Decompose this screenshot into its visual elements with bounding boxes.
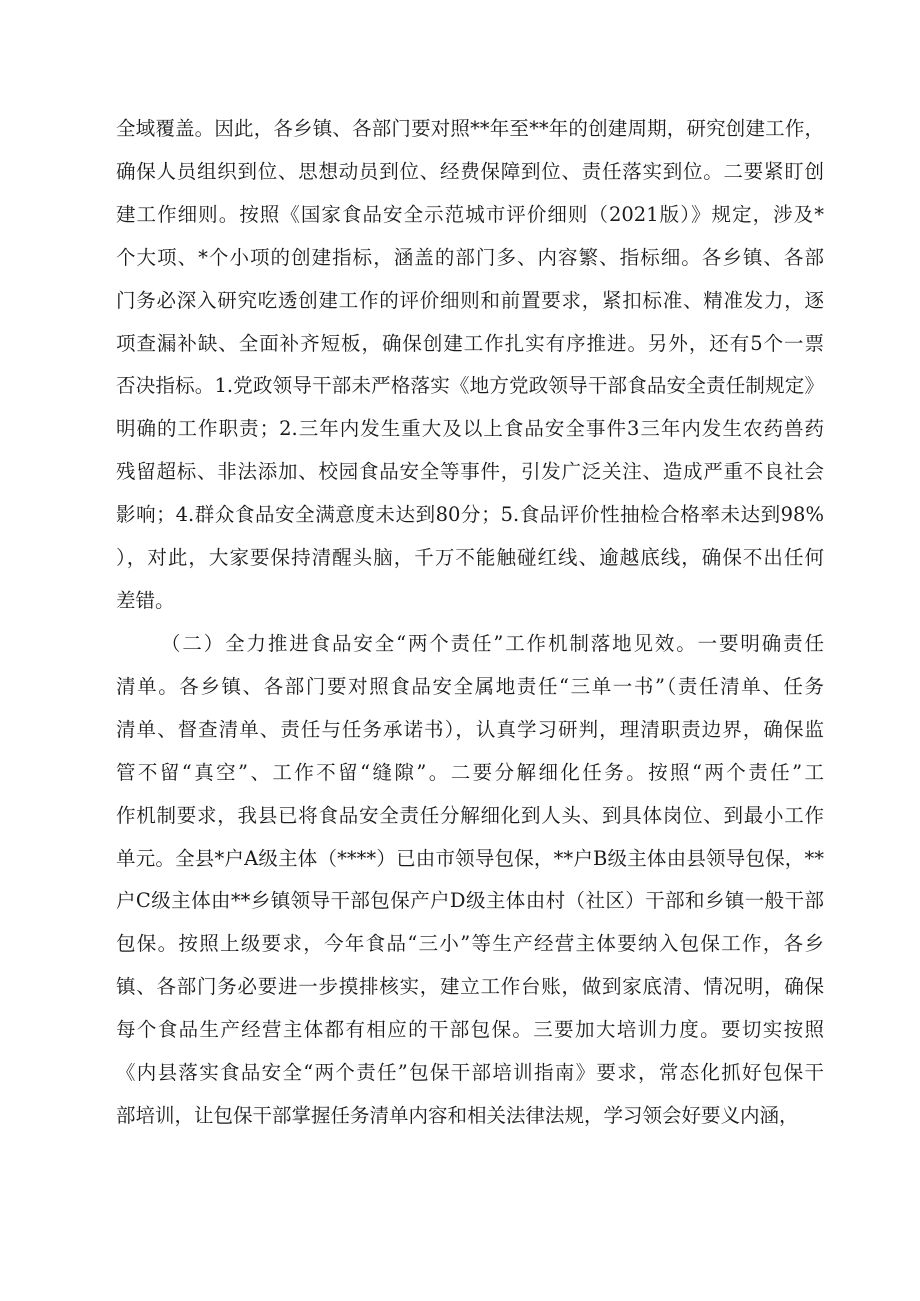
text-line: 管不留“真空”、工作不留“缝隙”。二要分解细化任务。按照“两个责任”工: [116, 760, 824, 784]
text-line: 镇、各部门务必要进一步摸排核实，建立工作台账，做到家底清、情况明，确保: [116, 975, 824, 999]
text-line: 建工作细则。按照《国家食品安全示范城市评价细则（2021版）》规定，涉及*: [116, 202, 824, 226]
text-line: 每个食品生产经营主体都有相应的干部包保。三要加大培训力度。要切实按照: [116, 1018, 824, 1042]
text-line: 影响；4.群众食品安全满意度未达到80分；5.食品评价性抽检合格率未达到98%: [116, 503, 824, 527]
text-line: 残留超标、非法添加、校园食品安全等事件，引发广泛关注、造成严重不良社会: [116, 460, 824, 484]
text-line: 门务必深入研究吃透创建工作的评价细则和前置要求，紧扣标准、精准发力，逐: [116, 288, 824, 312]
text-line: （二）全力推进食品安全“两个责任”工作机制落地见效。一要明确责任: [161, 632, 824, 655]
text-line: 全域覆盖。因此，各乡镇、各部门要对照**年至**年的创建周期，研究创建工作，: [116, 117, 824, 140]
text-line: ），对此，大家要保持清醒头脑，千万不能触碰红线、逾越底线，确保不出任何: [116, 546, 824, 569]
text-line: 单元。全县*户A级主体（****）已由市领导包保，**户B级主体由县领导包保，**: [116, 846, 824, 870]
text-line: 清单、督查清单、责任与任务承诺书），认真学习研判，理清职责边界，确保监: [116, 717, 824, 741]
text-line: 确保人员组织到位、思想动员到位、经费保障到位、责任落实到位。二要紧盯创: [116, 159, 824, 183]
text-line: 差错。: [116, 588, 175, 612]
text-line: 《内县落实食品安全“两个责任”包保干部培训指南》要求，常态化抓好包保干: [116, 1061, 824, 1084]
text-line: 部培训，让包保干部掌握任务清单内容和相关法律法规，学习领会好要义内涵，: [116, 1103, 799, 1127]
text-line: 明确的工作职责；2.三年内发生重大及以上食品安全事件3三年内发生农药兽药: [116, 417, 824, 441]
text-line: 项查漏补缺、全面补齐短板，确保创建工作扎实有序推进。另外，还有5个一票: [116, 331, 824, 355]
text-line: 包保。按照上级要求，今年食品“三小”等生产经营主体要纳入包保工作，各乡: [116, 932, 824, 956]
text-line: 否决指标。1.党政领导干部未严格落实《地方党政领导干部食品安全责任制规定》: [116, 374, 824, 398]
text-line: 个大项、*个小项的创建指标，涵盖的部门多、内容繁、指标细。各乡镇、各部: [116, 245, 824, 269]
text-line: 户C级主体由**乡镇领导干部包保产户D级主体由村（社区）干部和乡镇一般干部: [116, 889, 824, 913]
text-line: 作机制要求，我县已将食品安全责任分解细化到人头、到具体岗位、到最小工作: [116, 803, 824, 827]
text-line: 清单。各乡镇、各部门要对照食品安全属地责任“三单一书”（责任清单、任务: [116, 674, 824, 698]
